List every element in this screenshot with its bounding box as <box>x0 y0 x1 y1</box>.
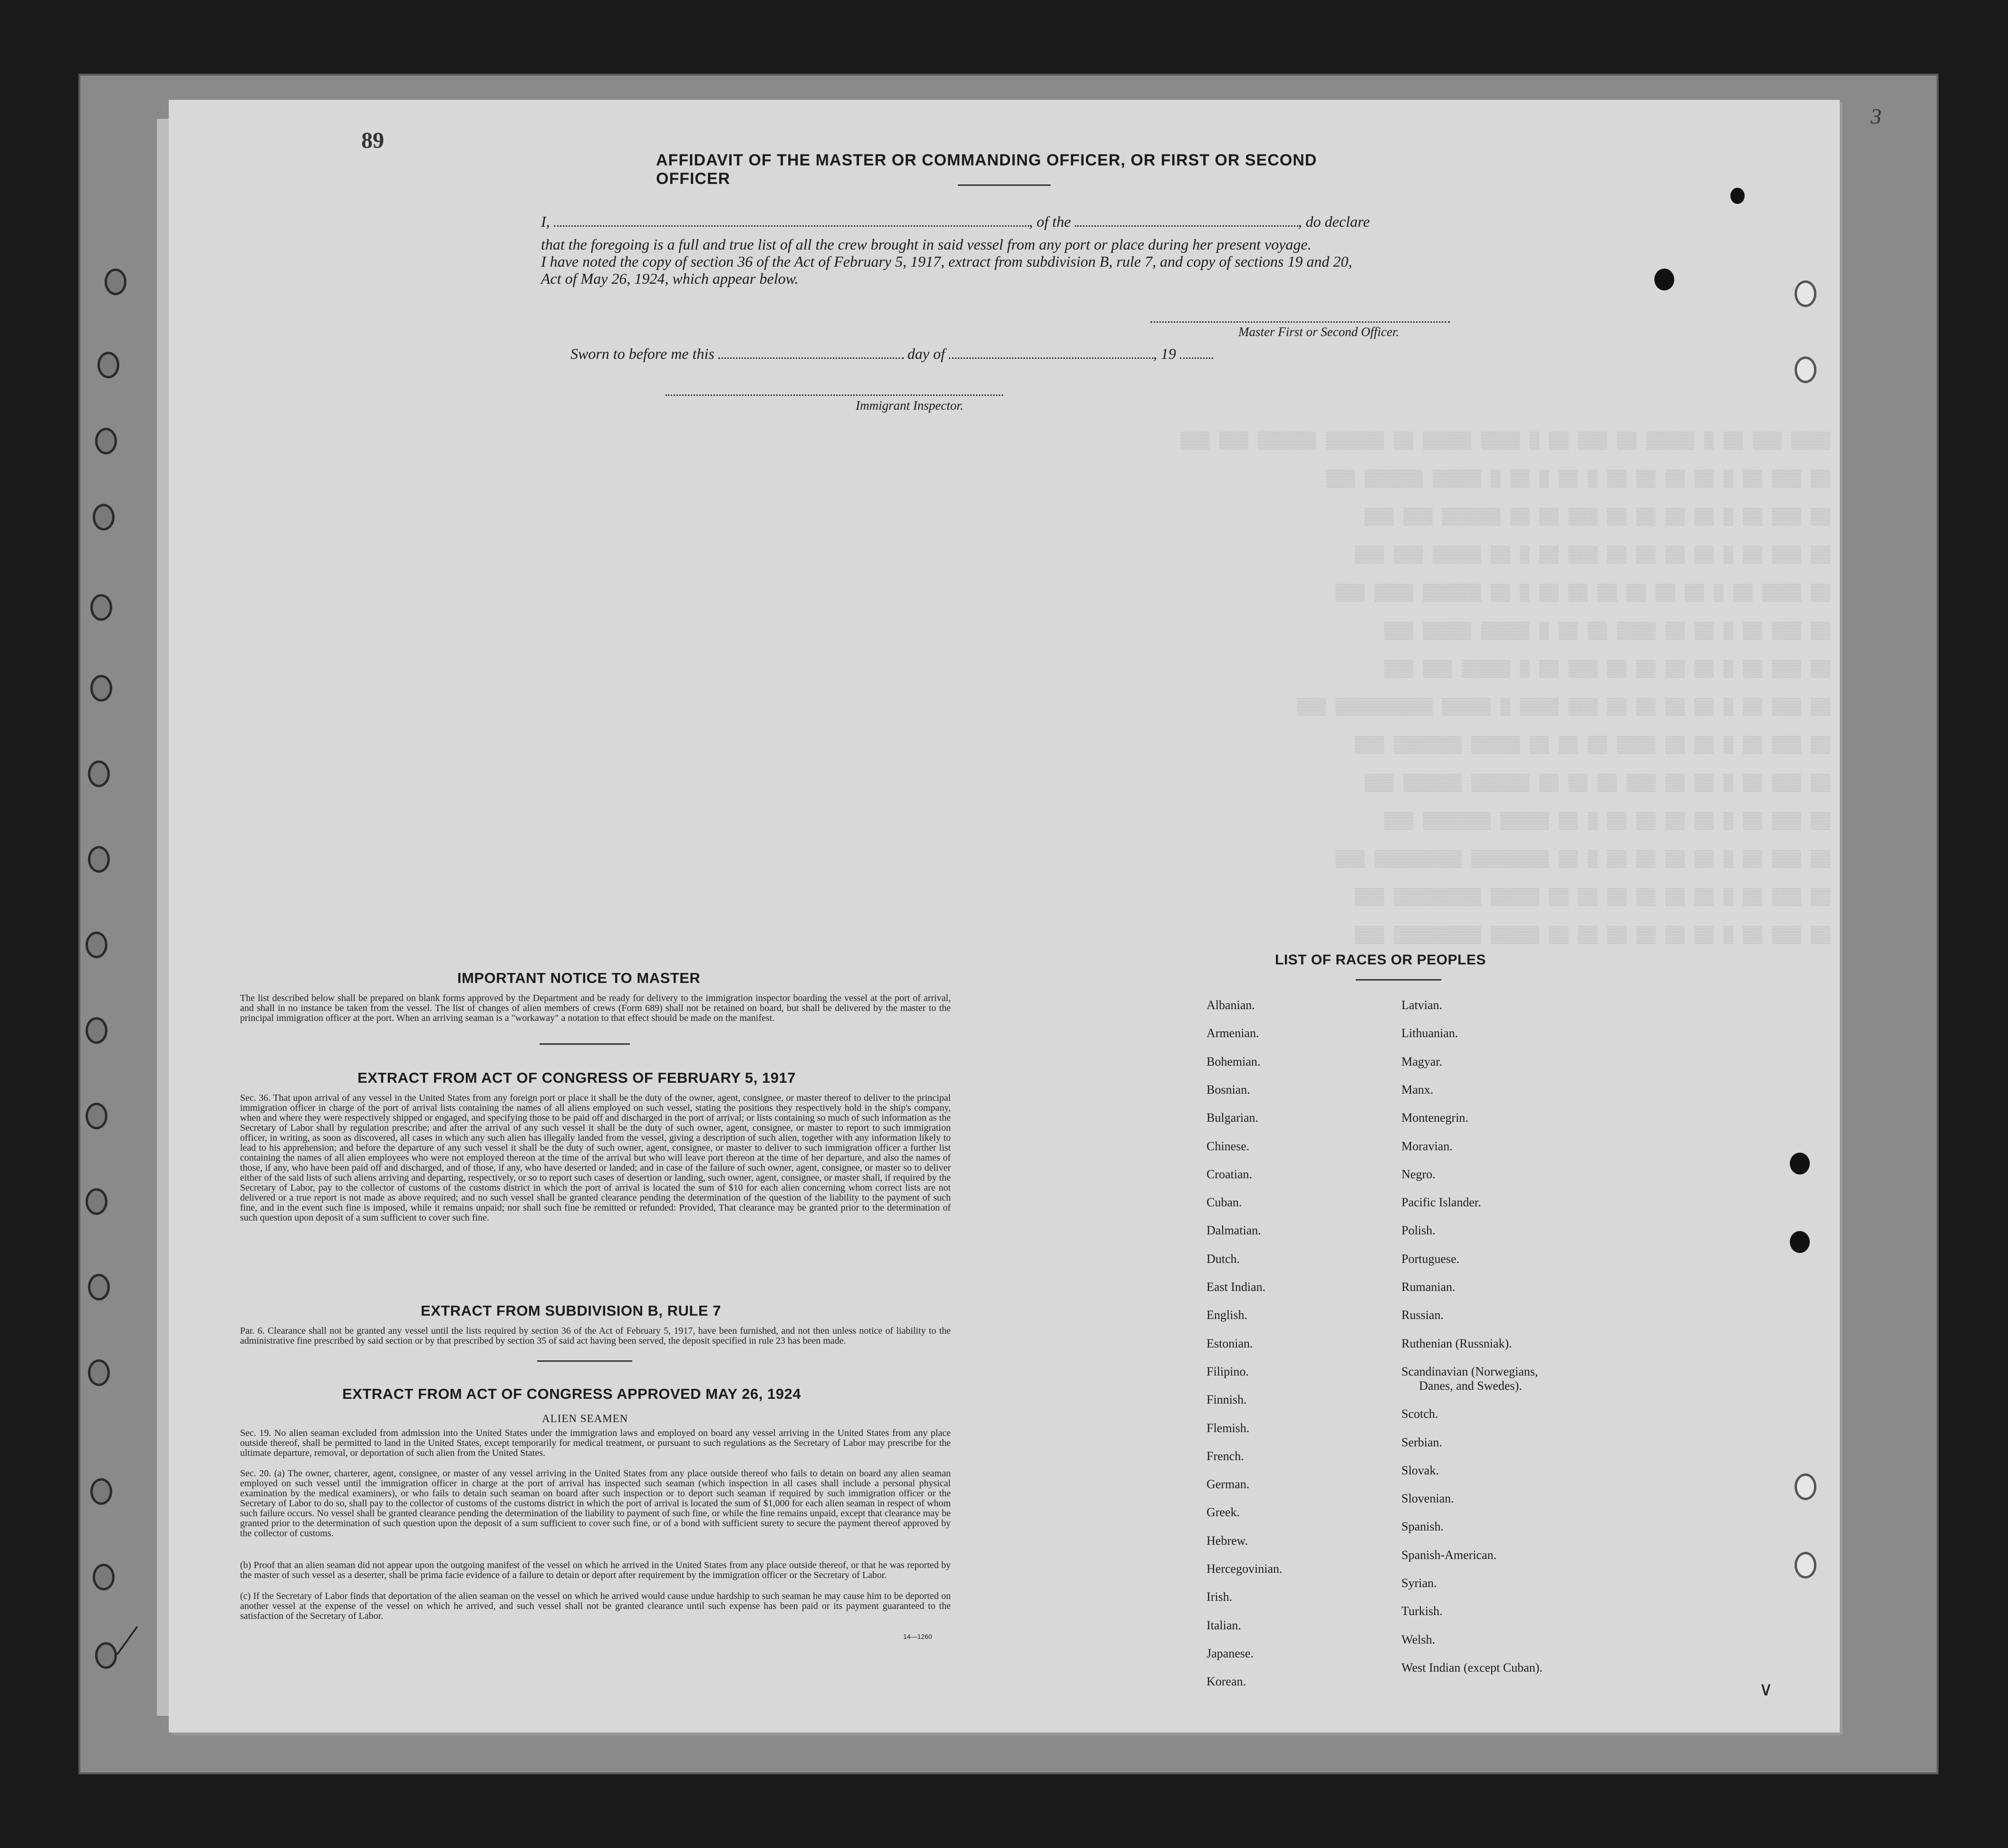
bleed-row: ▒▒ ▒▒▒ ▒▒ ▒ ▒▒ ▒▒ ▒▒ ▒▒ ▒ ▒▒ ▒ ▒▒ ▒ ▒▒▒▒▒ ▒▒▒▒▒▒ ▒▒▒ <box>1326 471 1830 489</box>
race-entry: Bulgarian. <box>1207 1111 1259 1125</box>
bleed-row: ▒▒ ▒▒▒ ▒▒ ▒ ▒▒ ▒▒ ▒▒ ▒▒ ▒▒▒ ▒▒ ▒ ▒▒▒▒▒ ▒▒▒ ▒▒▒ <box>1384 661 1830 679</box>
extract-1924-heading: EXTRACT FROM ACT OF CONGRESS APPROVED MAY 26, 1924 <box>342 1386 801 1402</box>
bleed-row: ▒▒ ▒▒▒ ▒▒ ▒ ▒▒ ▒▒ ▒▒▒ ▒▒ ▒▒ ▒▒ ▒▒▒▒▒▒ ▒▒▒▒▒▒ ▒▒▒ <box>1364 775 1830 793</box>
binder-hole <box>95 1642 117 1669</box>
race-entry: Pacific Islander. <box>1401 1195 1481 1210</box>
race-entry: Filipino. <box>1207 1364 1249 1378</box>
race-entry: Manx. <box>1401 1082 1434 1097</box>
race-entry: Portuguese. <box>1401 1251 1460 1266</box>
race-entry: Russian. <box>1401 1308 1444 1322</box>
race-entry: Greek. <box>1207 1505 1240 1520</box>
sec19-text: Sec. 19. No alien seaman excluded from admission into the United States under the immigration laws and employed on board any vessel arriving in the United States from any place outside thereof, shall be permitted to land in the United States, except temporarily for medical treatment, or pursuant to such regulations as the Secretary of Labor may prescribe for the ultimate departure, removal, or deportation of such alien from the United States. <box>240 1428 951 1458</box>
affidavit-line-3: I have noted the copy of section 36 of the Act of February 5, 1917, extract from subdivision B, rule 7, and copy of sections 19 and 20, <box>541 253 1352 270</box>
race-entry: Estonian. <box>1207 1336 1253 1350</box>
race-entry: West Indian (except Cuban). <box>1401 1660 1543 1675</box>
affidavit-line-2: that the foregoing is a full and true list of all the crew brought in said vessel from any port or place during her present voyage. <box>541 236 1312 253</box>
race-entry: Japanese. <box>1207 1646 1254 1660</box>
binder-hole <box>88 846 110 873</box>
bleed-row: ▒▒ ▒▒▒ ▒▒ ▒ ▒▒ ▒▒ ▒▒ ▒▒ ▒▒▒ ▒▒ ▒▒ ▒▒▒▒▒▒ ▒▒▒ ▒▒▒ <box>1364 509 1830 527</box>
bleed-row: ▒▒ ▒▒▒ ▒▒ ▒ ▒▒ ▒▒ ▒▒ ▒▒ ▒ ▒▒ ▒▒▒▒▒▒▒▒ ▒▒▒▒▒▒▒▒▒ ▒▒▒ <box>1335 851 1830 869</box>
binder-hole <box>86 1017 107 1044</box>
binder-hole <box>90 675 112 702</box>
bleed-row: ▒▒ ▒▒▒ ▒▒ ▒ ▒▒ ▒▒ ▒▒ ▒▒ ▒▒▒ ▒▒ ▒ ▒▒ ▒▒▒▒▒ ▒▒▒ ▒▒▒ <box>1355 547 1830 565</box>
race-entry: Dalmatian. <box>1207 1223 1261 1238</box>
vessel-blank <box>1075 213 1298 227</box>
race-entry: Moravian. <box>1401 1139 1453 1153</box>
sworn-day-blank <box>718 345 904 359</box>
ink-blot <box>1730 188 1745 204</box>
binder-hole <box>88 1359 110 1386</box>
race-entry: Serbian. <box>1401 1435 1442 1449</box>
binder-hole <box>1795 280 1816 307</box>
notice-heading: IMPORTANT NOTICE TO MASTER <box>457 970 701 986</box>
race-entry: English. <box>1207 1308 1247 1322</box>
races-heading: LIST OF RACES OR PEOPLES <box>1275 952 1486 968</box>
race-entry: Montenegrin. <box>1401 1111 1468 1125</box>
race-entry: German. <box>1207 1477 1250 1492</box>
affidavit-line-1 <box>541 213 1370 229</box>
binder-hole <box>86 932 107 958</box>
bleed-row: ▒▒ ▒▒▒ ▒▒ ▒ ▒▒ ▒▒ ▒▒ ▒▒ ▒ ▒▒ ▒▒▒▒▒ ▒▒▒▒▒▒▒ ▒▒▒ <box>1384 813 1830 831</box>
ink-blot <box>1654 269 1674 290</box>
race-entry: Spanish-American. <box>1401 1548 1497 1562</box>
race-entry: Hebrew. <box>1207 1533 1248 1548</box>
race-entry: Flemish. <box>1207 1421 1250 1435</box>
extract-rule7-text: Par. 6. Clearance shall not be granted any vessel until the lists required by section 36 of the Act of February 5, 1917, have been furnished, and not then unless notice of liability to the administrative fine prescribed by said section or by that prescribed by section 35 of said act having been served, the deposit specified in rule 23 has been made. <box>240 1326 951 1346</box>
binder-hole <box>86 1103 107 1129</box>
sworn-before: Sworn to before me this <box>570 345 714 362</box>
inspector-label: Immigrant Inspector. <box>856 398 964 413</box>
binder-hole <box>105 269 126 295</box>
race-entry: Scotch. <box>1401 1407 1438 1421</box>
race-entry: Cuban. <box>1207 1195 1242 1210</box>
race-entry: Armenian. <box>1207 1026 1259 1040</box>
race-entry: Danes, and Swedes). <box>1419 1378 1522 1393</box>
page-number: 89 <box>361 128 384 153</box>
binder-hole <box>88 760 110 787</box>
bleed-row: ▒▒ ▒▒▒ ▒▒ ▒ ▒▒ ▒▒ ▒▒▒▒ ▒▒ ▒▒ ▒ ▒▒▒▒▒ ▒▒▒▒▒ ▒▒▒ <box>1384 623 1830 641</box>
race-entry: Scandinavian (Norwegians, <box>1401 1364 1538 1378</box>
bleed-row: ▒▒ ▒▒▒▒ ▒▒ ▒ ▒▒ ▒▒ ▒▒ ▒▒ ▒▒ ▒▒ ▒ ▒▒ ▒▒▒▒▒▒ ▒▒▒▒ ▒▒▒ <box>1335 585 1830 603</box>
race-entry: Negro. <box>1401 1167 1436 1181</box>
race-entry: Rumanian. <box>1401 1280 1456 1294</box>
name-blank <box>554 213 1029 227</box>
pencil-mark: ∕ <box>124 1617 131 1664</box>
race-entry: Finnish. <box>1207 1393 1247 1407</box>
notice-text: The list described below shall be prepared on blank forms approved by the Department and be ready for delivery to the immigration inspector boarding the vessel at the port of arrival, and shall in no instance be taken from the vessel. The list of changes of alien members of crews (Form 689) shall not be retained on board, but shall be delivered by the master to the principal immigration officer at the port. When an arriving seaman is a "workaway" a notation to that effect should be made on the manifest. <box>240 993 951 1023</box>
race-entry: Italian. <box>1207 1618 1241 1632</box>
races-rule <box>1356 979 1441 981</box>
bleed-row: ▒▒ ▒▒▒ ▒▒ ▒ ▒▒ ▒▒ ▒▒ ▒▒ ▒▒▒ ▒▒▒▒ ▒ ▒▒▒▒▒ ▒▒▒▒▒▒▒▒▒▒ ▒▒▒ <box>1296 699 1830 717</box>
race-entry: Turkish. <box>1401 1604 1443 1618</box>
affidavit-declare: , do declare <box>1298 213 1370 230</box>
binder-hole <box>86 1188 107 1215</box>
binder-hole <box>1795 356 1816 383</box>
master-signature-line <box>1150 321 1450 323</box>
race-entry: Latvian. <box>1401 998 1442 1012</box>
extract-1917-text: Sec. 36. That upon arrival of any vessel in the United States from any foreign port or place it shall be the duty of the owner, agent, consignee, or master thereof to deliver to the principal immigration officer in charge of the port of arrival lists containing the names of all aliens employed on such vessel, stating the positions they respectively hold in the ship's company, when and where they were respectively shipped or engaged, and specifying those to be paid off and discharged in the port of arrival; or lists containing so much of such information as the Secretary of Labor shall by regulation prescribe; and after the arrival of any such vessel it shall be the duty of such owner, agent, consignee, or master to report to such immigration officer, in writing, as soon as discovered, all cases in which any such alien has illegally landed from the vessel, giving a description of such alien, together with any information likely to lead to his apprehension; and before the departure of any such vessel it shall be the duty of such owner, agent, consignee, or master to deliver to such immigration officer a further list containing the names of all alien employees who were not employed thereon at the time of the arrival but who will leave port thereon at the time of her departure, and also the names of those, if any, who have been paid off and discharged, and of those, if any, who have deserted or landed; and in case of the failure of such owner, agent, consignee, or master so to deliver either of the said lists of such aliens arriving and departing, respectively, or so to report such cases of desertion or landing, such owner, agent, consignee, or master shall, if required by the Secretary of Labor, pay to the collector of customs of the customs district in which the port of arrival is located the sum of $10 for each alien concerning whom correct lists are not delivered or a true report is not made as above required; and no such vessel shall be granted clearance pending the determination of the question of the liability to the payment of such fine, and in the event such fine is imposed, while it remains unpaid; nor shall such fine be remitted or refunded: Provided, That clearance may be granted prior to the determination of such question upon deposit of a sum sufficient to cover such fine. <box>240 1093 951 1223</box>
binder-hole <box>90 594 112 621</box>
race-entry: French. <box>1207 1449 1244 1463</box>
form-number: 14—1260 <box>903 1633 932 1640</box>
binder-hole <box>97 352 119 378</box>
extract-rule7-heading: EXTRACT FROM SUBDIVISION B, RULE 7 <box>421 1302 721 1319</box>
bleed-row: ▒▒ ▒▒▒ ▒▒ ▒ ▒▒ ▒▒ ▒▒ ▒▒ ▒▒ ▒▒ ▒▒▒▒▒ ▒▒▒▒▒▒▒▒▒ ▒▒▒ <box>1355 889 1830 907</box>
section-rule <box>540 1043 630 1045</box>
alien-seamen-subheading: ALIEN SEAMEN <box>542 1413 628 1424</box>
race-entry: Syrian. <box>1401 1576 1437 1590</box>
race-entry: Polish. <box>1401 1223 1436 1238</box>
race-entry: Spanish. <box>1401 1520 1444 1534</box>
sworn-day-of: day of <box>907 345 945 362</box>
binder-hole <box>90 1478 112 1505</box>
sec20a-text: Sec. 20. (a) The owner, charterer, agent, consignee, or master of any vessel arriving in the United States from any place outside thereof who fails to detain on board any alien seaman employed on such vessel until the immigration officer in charge at the port of arrival has inspected such seaman (which inspection in all cases shall include a personal physical examination by the medical examiners), or who fails to detain such seaman on board after such inspection or to deport such seaman if required by such immigration officer or the Secretary of Labor to do so, shall pay to the collector of customs of the customs district in which the port of arrival is located the sum of $1,000 for each alien seaman in respect of whom such failure occurs. No vessel shall be granted clearance pending the determination of the liability to payment of such fine, or while the fine remains unpaid, except that clearance may be granted prior to the determination of such question upon the deposit of a sum sufficient to cover such fine, or of a bond with sufficient surety to secure the payment thereof approved by the collector of customs. <box>240 1468 951 1539</box>
corner-mark: 3 <box>1871 104 1882 128</box>
bleed-row: ▒▒ ▒▒▒ ▒▒ ▒ ▒▒ ▒▒ ▒▒ ▒▒ ▒▒ ▒▒ ▒▒▒▒▒ ▒▒▒▒▒▒▒▒▒ ▒▒▒ <box>1355 927 1830 945</box>
sworn-line <box>570 345 1213 361</box>
race-entry: Lithuanian. <box>1401 1026 1458 1040</box>
race-entry: Bosnian. <box>1207 1082 1250 1097</box>
sworn-month-blank <box>949 345 1153 359</box>
sec20c-text: (c) If the Secretary of Labor finds that deportation of the alien seaman on the vessel on which he arrived would cause undue hardship to such seaman he may cause him to be deported on another vessel at the expense of the vessel on which he arrived, and such vessel shall not be granted clearance until such expense has been paid or its payment guaranteed to the satisfaction of the Secretary of Labor. <box>240 1591 951 1621</box>
bleed-row: ▒▒ ▒▒▒ ▒▒ ▒ ▒▒ ▒▒ ▒▒▒▒ ▒▒ ▒▒ ▒▒ ▒▒▒▒▒ ▒▒▒▒▒▒▒ ▒▒▒ <box>1355 737 1830 755</box>
binder-hole <box>88 1274 110 1300</box>
extract-1917-heading: EXTRACT FROM ACT OF CONGRESS OF FEBRUARY 5, 1917 <box>357 1069 796 1086</box>
race-entry: Welsh. <box>1401 1632 1435 1646</box>
title-rule <box>958 184 1051 186</box>
race-entry: Croatian. <box>1207 1167 1253 1181</box>
race-entry: Irish. <box>1207 1590 1233 1604</box>
race-entry: East Indian. <box>1207 1280 1266 1294</box>
affidavit-i: I, <box>541 213 550 230</box>
pencil-mark: ∨ <box>1759 1678 1773 1700</box>
race-entry: Ruthenian (Russniak). <box>1401 1336 1512 1350</box>
sworn-year: , 19 <box>1153 345 1176 362</box>
inspector-signature-line <box>666 395 1003 396</box>
race-entry: Dutch. <box>1207 1251 1240 1266</box>
affidavit-of-the: , of the <box>1029 213 1071 230</box>
affidavit-title: AFFIDAVIT OF THE MASTER OR COMMANDING OFFICER, OR FIRST OR SECOND OFFICER <box>656 151 1317 188</box>
binder-hole <box>93 1564 115 1590</box>
section-rule <box>537 1360 632 1362</box>
binder-hole <box>95 428 117 454</box>
sec20b-text: (b) Proof that an alien seaman did not appear upon the outgoing manifest of the vessel on which he arrived in the United States from any place outside thereof, or that he was reported by the master of such vessel as a deserter, shall be prima facie evidence of a failure to detain or deport after requirement by the immigration officer or the Secretary of Labor. <box>240 1560 951 1580</box>
race-entry: Hercegovinian. <box>1207 1562 1283 1576</box>
race-entry: Magyar. <box>1401 1054 1442 1068</box>
affidavit-line-4: Act of May 26, 1924, which appear below. <box>541 270 799 287</box>
bleed-row: ▒▒▒▒ ▒▒▒ ▒▒ ▒ ▒▒▒▒▒ ▒▒ ▒▒▒ ▒▒ ▒ ▒▒▒▒ ▒▒▒▒▒ ▒▒ ▒▒▒▒▒▒ ▒▒▒▒▒▒ ▒▒▒ ▒▒▒ <box>1180 433 1830 451</box>
sworn-year-blank <box>1180 345 1213 359</box>
race-entry: Bohemian. <box>1207 1054 1261 1068</box>
binder-hole <box>93 504 115 530</box>
race-entry: Korean. <box>1207 1675 1246 1689</box>
race-entry: Slovak. <box>1401 1463 1439 1477</box>
race-entry: Albanian. <box>1207 998 1255 1012</box>
master-label: Master First or Second Officer. <box>1238 325 1400 339</box>
race-entry: Chinese. <box>1207 1139 1250 1153</box>
race-entry: Slovenian. <box>1401 1492 1454 1506</box>
